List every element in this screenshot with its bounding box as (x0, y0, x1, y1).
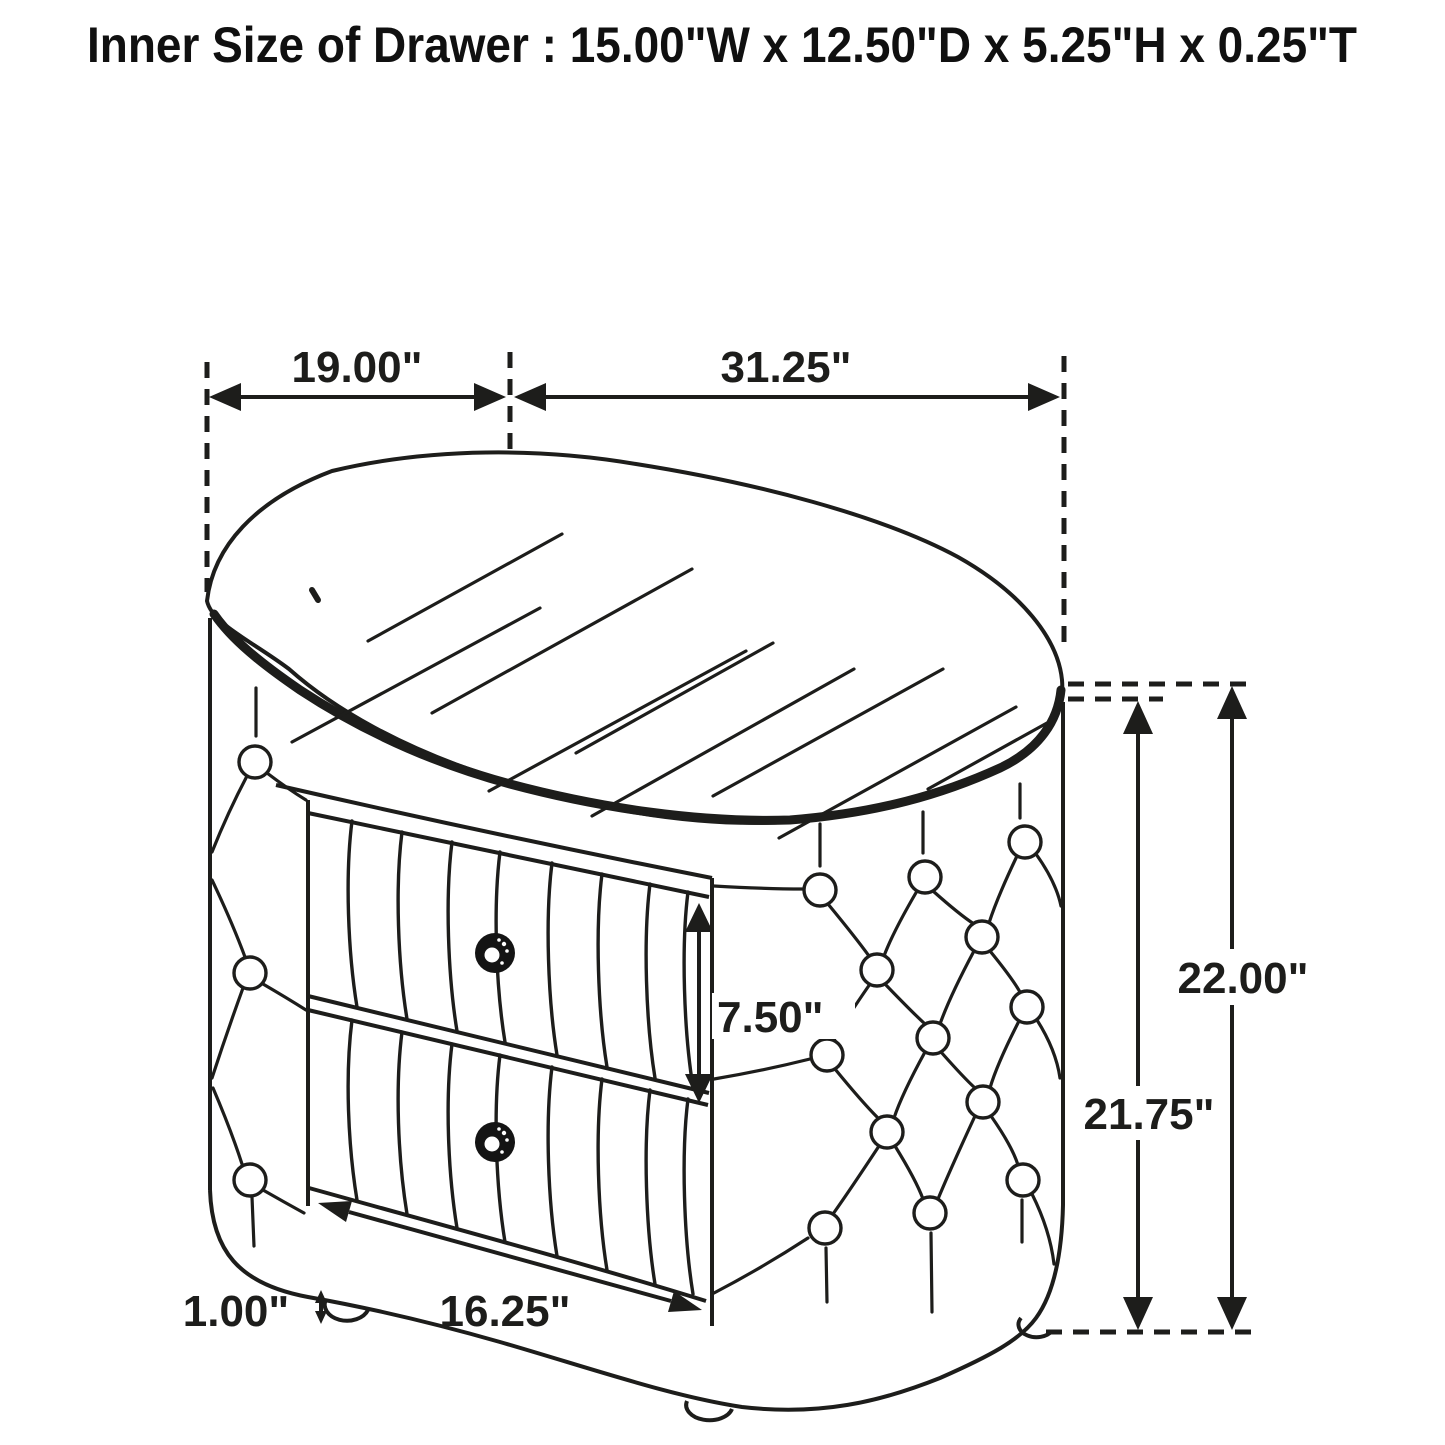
dim-drawer-width (318, 1201, 702, 1336)
arrowhead-left (514, 383, 546, 411)
extension-lines (207, 352, 1253, 1332)
glass-top (207, 452, 1062, 838)
top-surface-outline (207, 452, 1062, 822)
right-tuft-creases (714, 784, 1061, 1312)
drawer-knob-lower (475, 1122, 515, 1162)
tuft-button (1011, 991, 1043, 1023)
arrowhead-left (318, 1201, 352, 1222)
arrowhead-right (474, 383, 506, 411)
dim-top-width-left (209, 343, 506, 411)
tuft-button (917, 1022, 949, 1054)
dim-body-height (1070, 701, 1228, 1330)
drawer-front (276, 785, 712, 1326)
arrowhead-up (1217, 686, 1247, 719)
arrowhead-down (1123, 1297, 1153, 1330)
tuft-button (909, 861, 941, 893)
tuft-button (239, 746, 271, 778)
tuft-button (871, 1116, 903, 1148)
arrowhead-down (1217, 1297, 1247, 1330)
dim-label-body-height: 21.75" (1083, 1090, 1215, 1139)
dim-top-width-right (514, 343, 1060, 411)
dim-label-top-width-right: 31.25" (720, 343, 852, 392)
arrowhead-up (315, 1290, 327, 1303)
tuft-button (234, 1164, 266, 1196)
arrowhead-left (209, 383, 241, 411)
tuft-button (1007, 1164, 1039, 1196)
dim-overall-height (1158, 686, 1328, 1330)
dim-label-overall-height: 22.00" (1177, 954, 1309, 1003)
tuft-button (861, 954, 893, 986)
drawer-knob-upper (475, 933, 515, 973)
dim-label-drawer-height: 7.50" (717, 993, 824, 1042)
tuft-button (914, 1197, 946, 1229)
arrowhead-up (1123, 701, 1153, 734)
tuft-button (966, 921, 998, 953)
feet (325, 1299, 1052, 1420)
page-title: Inner Size of Drawer : 15.00"W x 12.50"D x 5.25"H x 0.25"T (87, 17, 1357, 73)
arrowhead-down (315, 1311, 327, 1324)
dim-label-top-width-left: 19.00" (291, 343, 423, 392)
right-side-tufting (714, 784, 1061, 1312)
front-frame-top-edge (276, 785, 712, 878)
left-corner-tufting (212, 688, 306, 1246)
tuft-button (809, 1212, 841, 1244)
arrowhead-up (685, 903, 713, 932)
tuft-button (804, 874, 836, 906)
tuft-button (234, 957, 266, 989)
nightstand-drawing (207, 452, 1063, 1420)
dim-label-drawer-width: 16.25" (439, 1287, 571, 1336)
tuft-button (967, 1086, 999, 1118)
tuft-button (811, 1039, 843, 1071)
dim-label-leg-height: 1.00" (182, 1287, 290, 1336)
tuft-button (1009, 826, 1041, 858)
dim-leg-height (183, 1287, 327, 1336)
arrowhead-right (1028, 383, 1060, 411)
